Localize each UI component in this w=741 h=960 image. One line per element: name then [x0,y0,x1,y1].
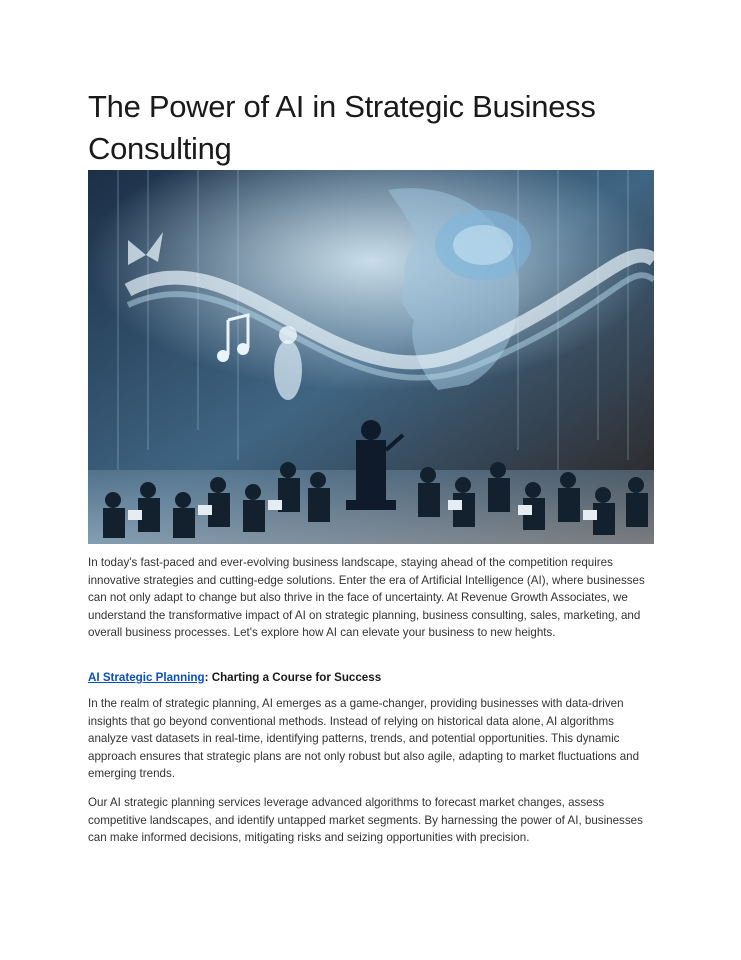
intro-paragraph: In today's fast-paced and ever-evolving business landscape, staying ahead of the competition requires innovative strategies and cutting-edge solutions. Enter the era of Artificial Intelligence (AI), where businesses can not only adapt to change but also thrive in the face of uncertainty. At Revenue Growth Associates, we understand the transformative impact of AI on strategic planning, business consulting, sales, marketing, and overall business processes. Let's explore how AI can elevate your business to new heights. [88,556,645,640]
page-title: The Power of AI in Strategic Business Consulting [88,89,596,166]
services-paragraph: Our AI strategic planning services leverage advanced algorithms to forecast market changes, assess competitive landscapes, and identify untapped market segments. By harnessing the power of AI, businesses can make informed decisions, mitigating risks and seizing opportunities with precision. [88,796,643,845]
strategic-planning-paragraph: In the realm of strategic planning, AI emerges as a game-changer, providing businesses with data-driven insights that go beyond conventional methods. Instead of relying on historical data alone, AI algorithms analyze vast datasets in real-time, identifying patterns, trends, and potential opportunities. This dynamic approach ensures that strategic plans are not only robust but also agile, adapting to market fluctuations and emerging trends. [88,697,640,781]
hero-image [88,170,654,544]
section-heading-text: : Charting a Course for Success [204,671,382,684]
ai-orchestra-illustration-icon [88,170,654,544]
ai-strategic-planning-link[interactable]: AI Strategic Planning [88,671,205,684]
section-heading [88,669,654,687]
